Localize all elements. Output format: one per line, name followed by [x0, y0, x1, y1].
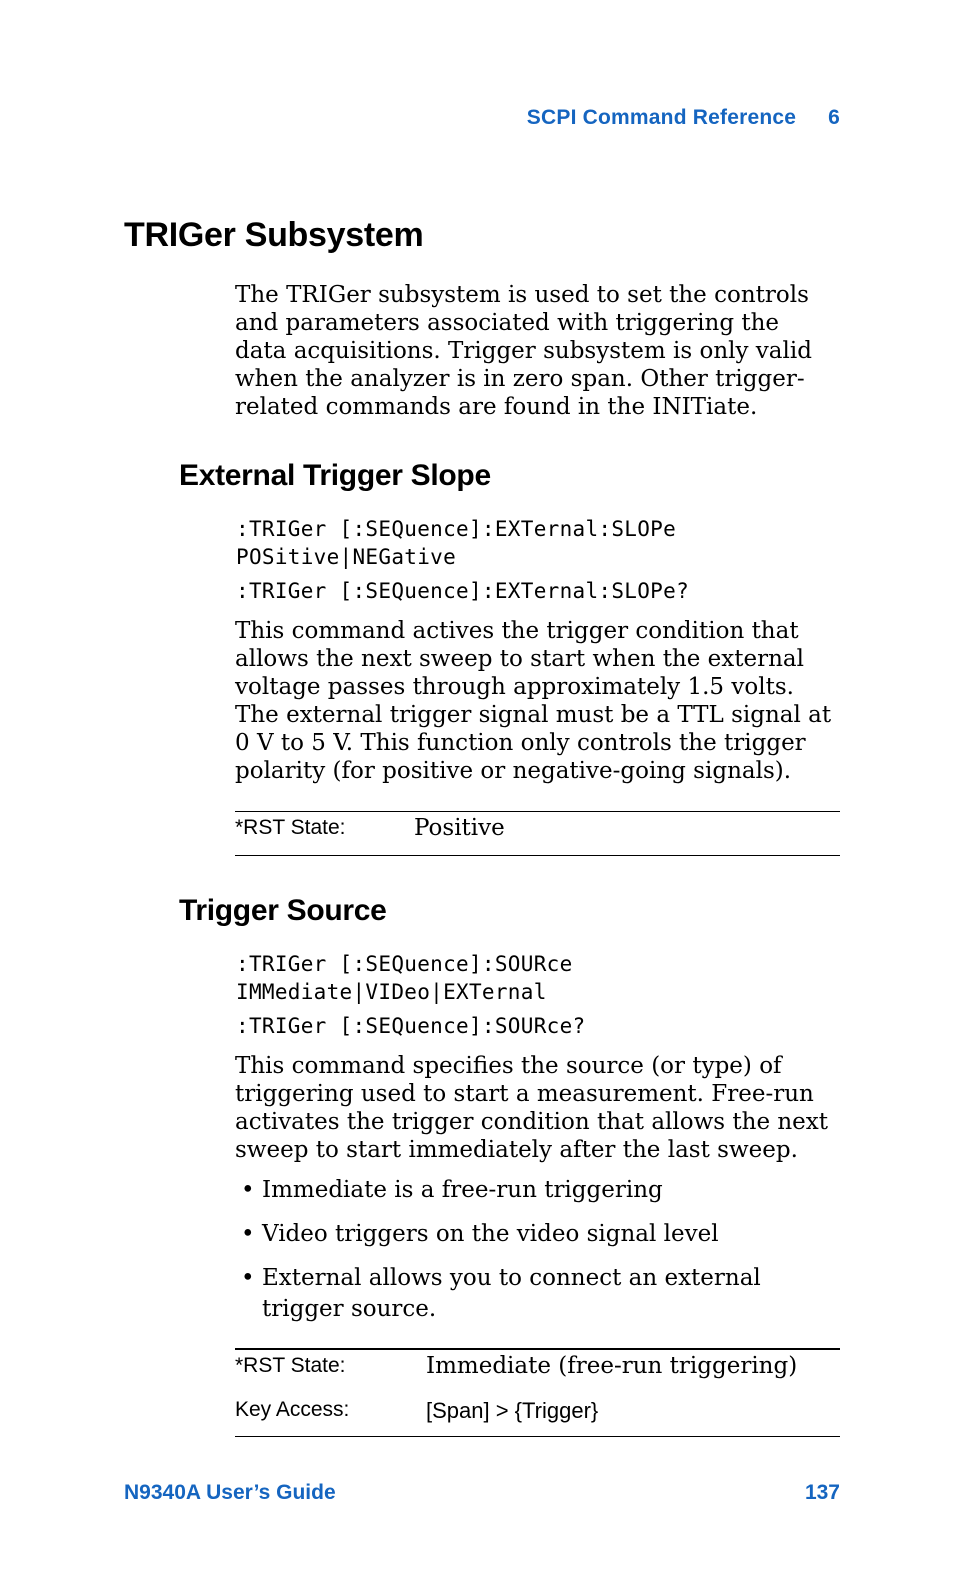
bullet-marker: • [241, 1265, 255, 1291]
table-rule-bottom [235, 855, 840, 856]
slope-rst-label: *RST State: [235, 816, 346, 839]
slope-description: This command actives the trigger condition that allows the next sweep to start when the external voltage passes through approximately 1.5 volts. The external trigger signal must be a TTL signal at 0 V to 5 V. This function only controls the trigger polarity (for positive or negative-going signals). [235, 618, 832, 784]
command-query-source: :TRIGer [:SEQuence]:SOURce? [236, 1014, 586, 1038]
header-chapter-number: 6 [828, 106, 840, 129]
command-query-slope: :TRIGer [:SEQuence]:EXTernal:SLOPe? [236, 579, 690, 603]
source-description: This command specifies the source (or type) of triggering used to start a measurement. Free-run activates the trigger condition that allows the next sweep to start immediately after the last sweep. [235, 1053, 829, 1163]
section-heading-trigger-source: Trigger Source [179, 894, 387, 927]
table-rule-top [235, 811, 840, 812]
table-rule-top [235, 1348, 840, 1350]
command-syntax-source-line1: :TRIGer [:SEQuence]:SOURce [236, 952, 573, 976]
bullet-marker: • [241, 1177, 255, 1203]
header-section-title: SCPI Command Reference [526, 106, 797, 129]
source-rst-label: *RST State: [235, 1354, 346, 1377]
footer-page-number: 137 [804, 1481, 840, 1504]
section-heading-external-trigger-slope: External Trigger Slope [179, 459, 491, 492]
intro-paragraph: The TRIGer subsystem is used to set the controls and parameters associated with triggering the data acquisitions. Trigger subsystem is only valid when the analyzer is in zero span. Other trigger-related commands are found in the INITiate. [235, 282, 812, 420]
table-rule-bottom [235, 1436, 840, 1437]
command-syntax-slope-line2: POSitive|NEGative [236, 545, 457, 569]
command-syntax-source-line2: IMMediate|VIDeo|EXTernal [236, 980, 547, 1004]
slope-rst-value: Positive [414, 815, 505, 841]
list-item: Immediate is a free-run triggering [262, 1177, 663, 1203]
key-access-label: Key Access: [235, 1398, 350, 1421]
running-header [527, 106, 840, 130]
page-title: TRIGer Subsystem [124, 216, 424, 254]
source-rst-value: Immediate (free-run triggering) [426, 1353, 798, 1379]
key-access-value: [Span] > {Trigger} [426, 1398, 599, 1423]
command-syntax-slope-line1: :TRIGer [:SEQuence]:EXTernal:SLOPe [236, 517, 677, 541]
list-item: External allows you to connect an external trigger source. [262, 1265, 761, 1322]
bullet-marker: • [241, 1221, 255, 1247]
footer-guide-title: N9340A User’s Guide [124, 1481, 336, 1504]
list-item: Video triggers on the video signal level [262, 1221, 719, 1247]
